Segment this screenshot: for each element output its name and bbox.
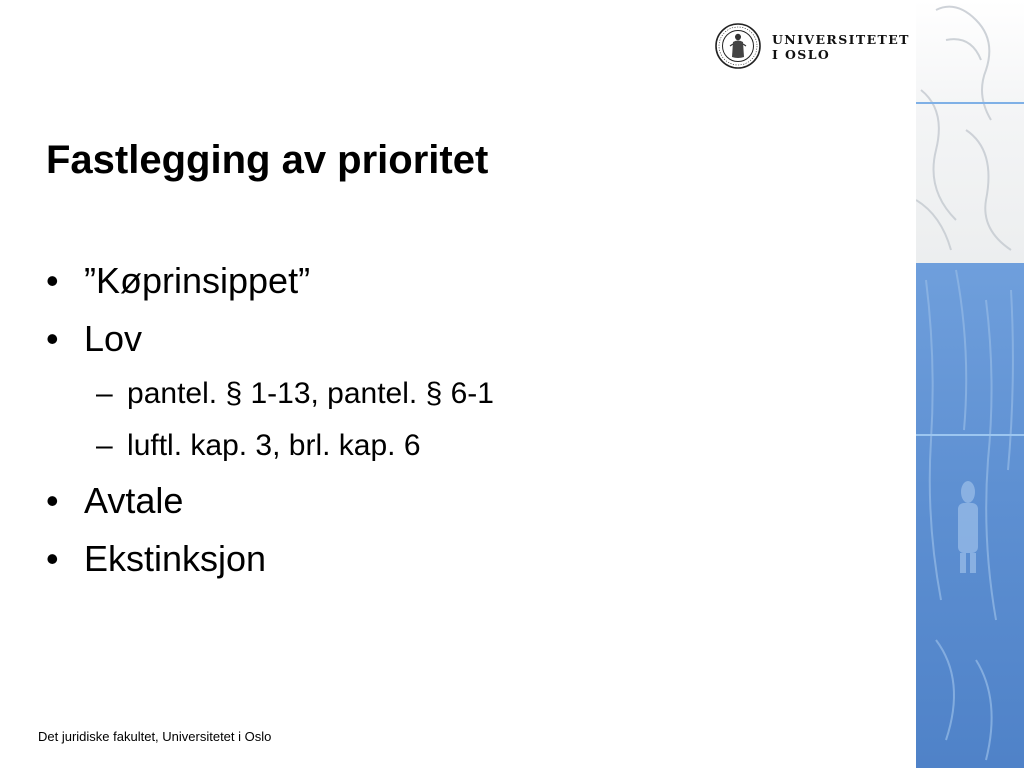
university-seal-icon — [714, 22, 762, 70]
university-logo — [714, 22, 914, 70]
logo-line-1: UNIVERSITETET — [772, 32, 910, 47]
bullet-text: Avtale — [84, 480, 184, 521]
sub-bullet-text: luftl. kap. 3, brl. kap. 6 — [127, 429, 421, 462]
bullet-item — [46, 472, 906, 530]
logo-line-2: I OSLO — [772, 47, 831, 62]
accent-line-top — [916, 102, 1024, 104]
bullet-glyph: • — [46, 318, 59, 359]
accent-line-middle — [916, 434, 1024, 436]
sub-bullet-glyph: – — [96, 377, 113, 410]
bullet-item — [46, 530, 906, 588]
sub-bullet-item — [46, 368, 906, 420]
decorative-side-panel — [916, 0, 1024, 768]
bullet-item — [46, 252, 906, 310]
bullet-text: ”Køprinsippet” — [84, 260, 311, 301]
bullet-text: Lov — [84, 318, 143, 359]
sub-bullet-item — [46, 420, 906, 472]
slide-title: Fastlegging av prioritet — [46, 138, 489, 182]
slide-footer: Det juridiske fakultet, Universitetet i Oslo — [38, 729, 272, 744]
university-wordmark — [772, 32, 910, 62]
bullet-list — [46, 252, 906, 588]
sculpture-relief-image — [916, 0, 1024, 768]
sub-bullet-text: pantel. § 1-13, pantel. § 6-1 — [127, 377, 494, 410]
bullet-text: Ekstinksjon — [84, 538, 267, 579]
bullet-item — [46, 310, 906, 368]
bullet-glyph: • — [46, 538, 59, 579]
sub-bullet-glyph: – — [96, 429, 113, 462]
bullet-glyph: • — [46, 480, 59, 521]
bullet-glyph: • — [46, 260, 59, 301]
